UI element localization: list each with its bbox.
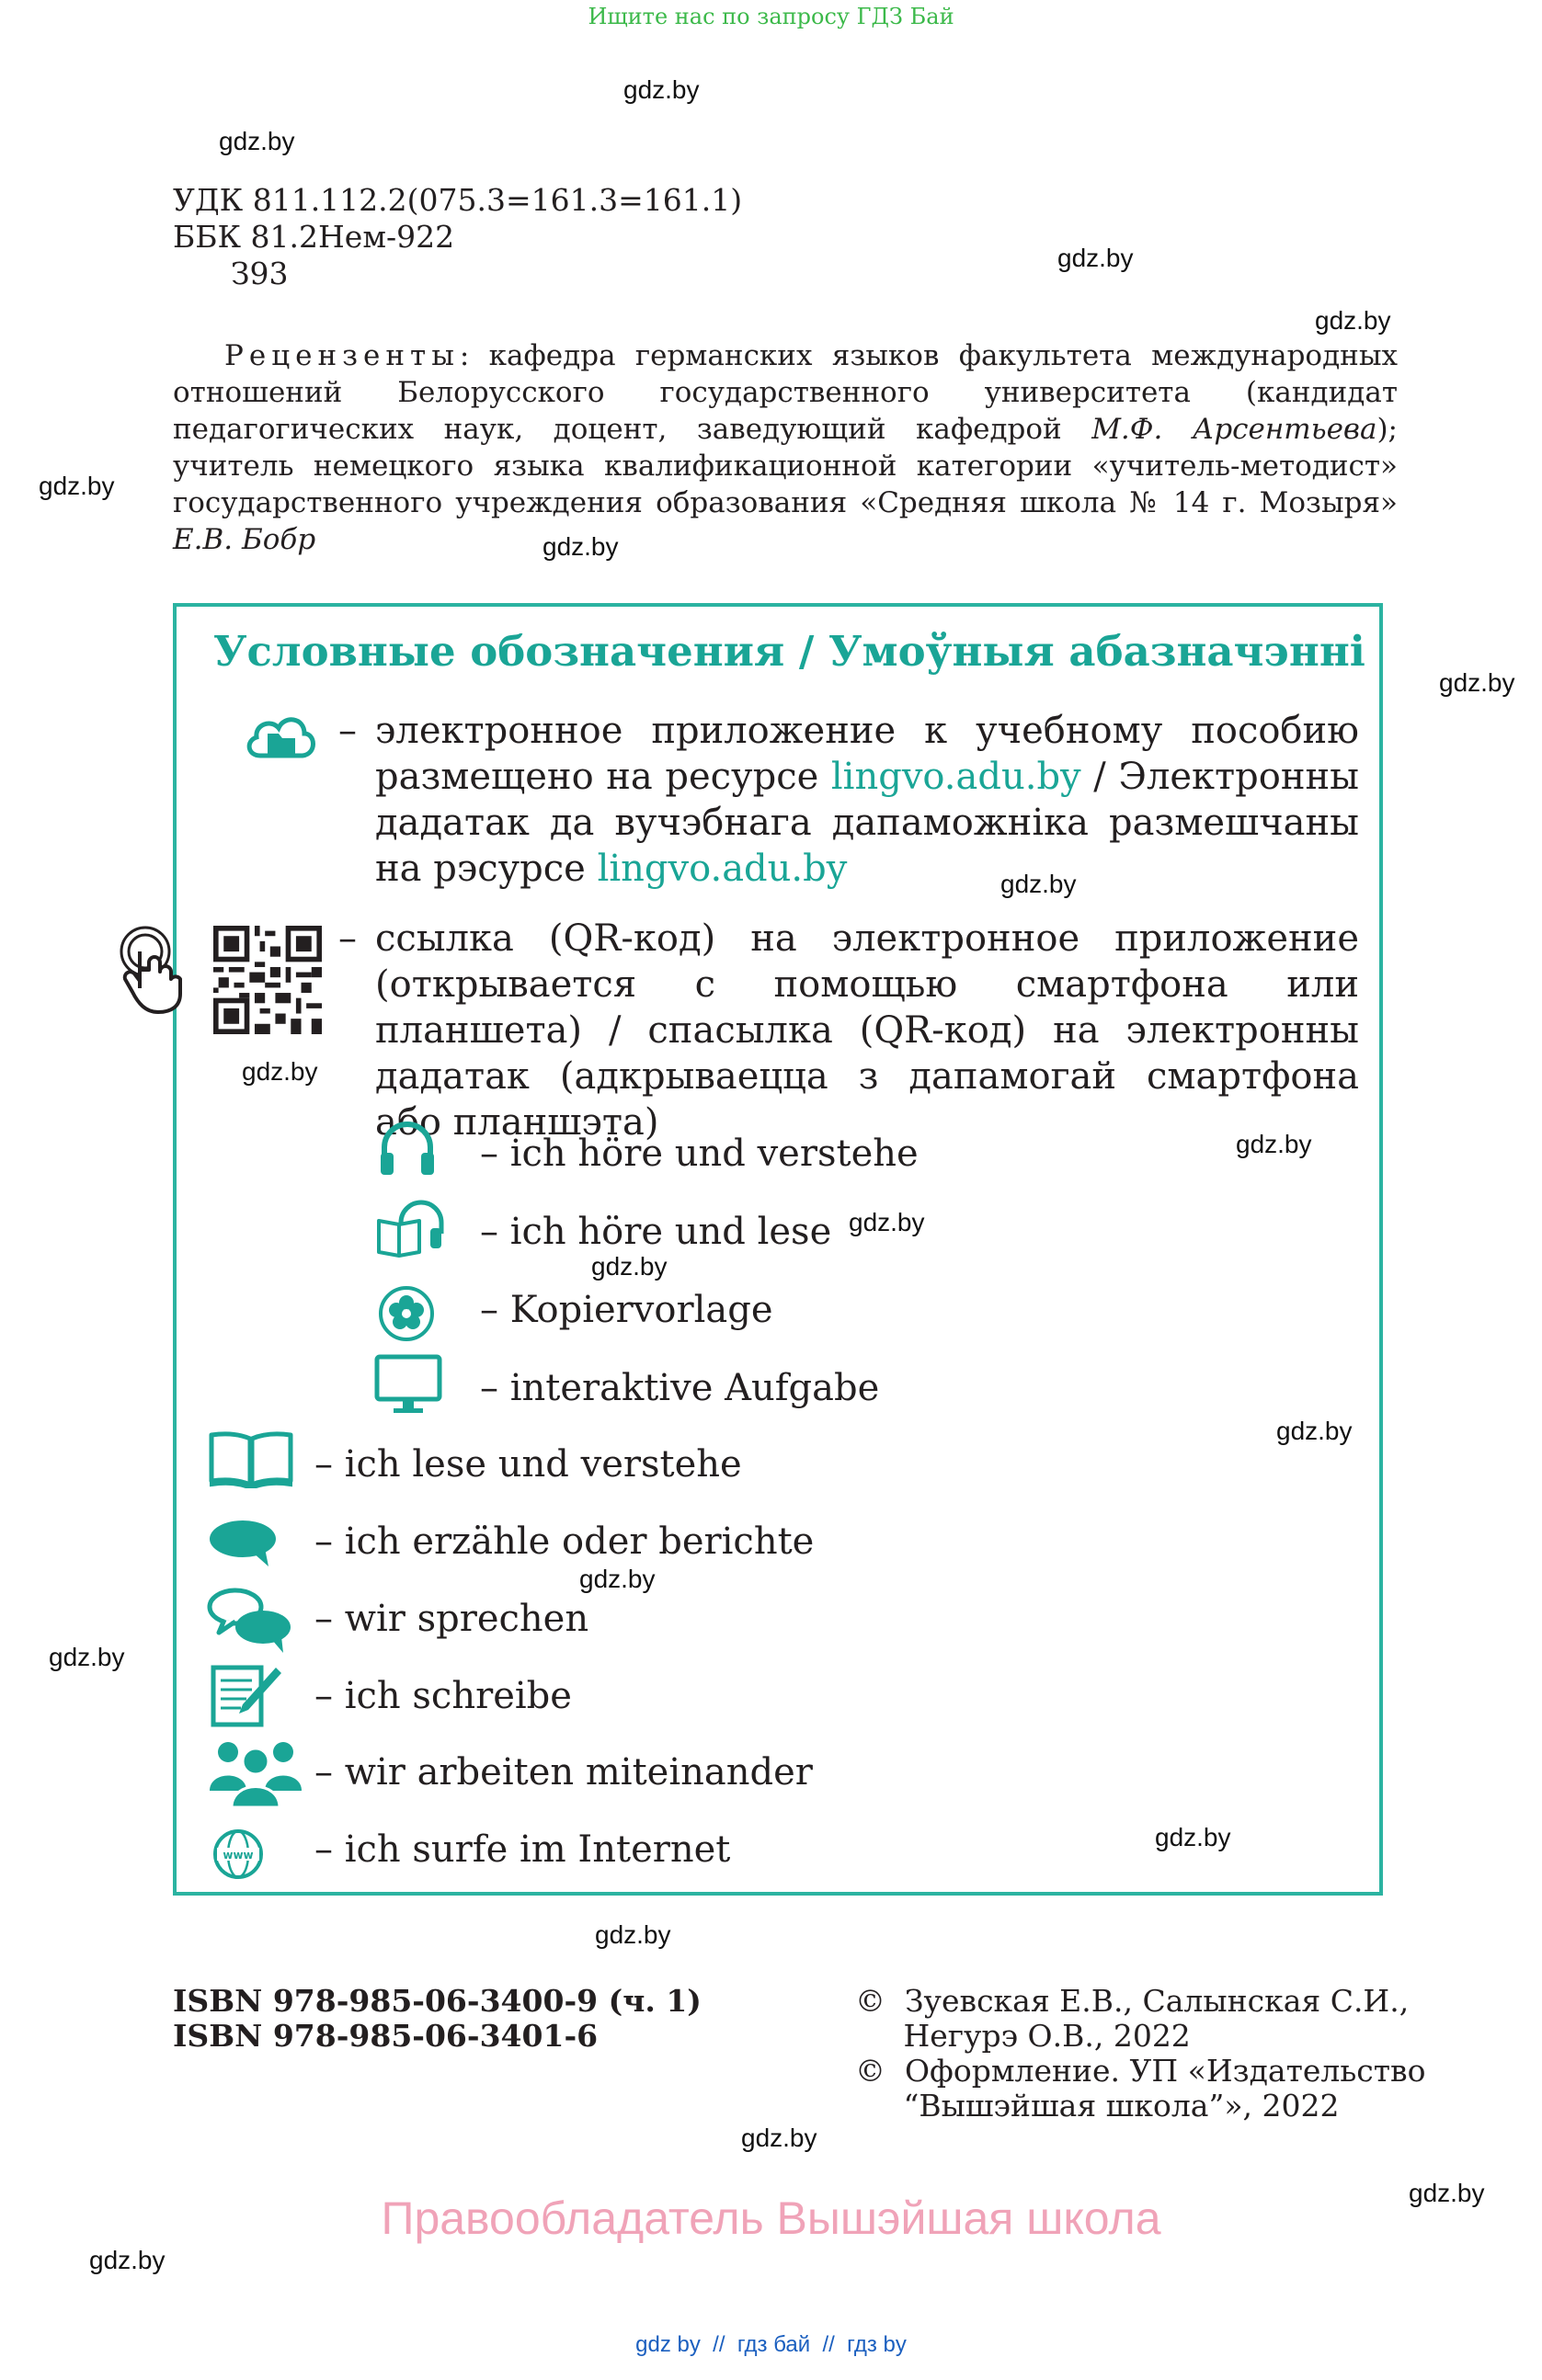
lingvo-link[interactable]: lingvo.adu.by xyxy=(830,756,1081,798)
monitor-icon xyxy=(373,1353,443,1416)
top-banner: Ищите нас по запросу ГДЗ Бай xyxy=(588,4,954,29)
legend-item-label: – ich erzähle oder berichte xyxy=(314,1520,815,1563)
watermark: gdz.by xyxy=(219,127,295,155)
watermark: gdz.by xyxy=(1236,1130,1312,1158)
legend-item-label: – ich lese und verstehe xyxy=(314,1443,742,1486)
watermark: gdz.by xyxy=(1000,870,1077,898)
watermark: gdz.by xyxy=(579,1565,656,1593)
copyright-line: © Оформление. УП «Издательство xyxy=(855,2053,1426,2089)
watermark: gdz.by xyxy=(1439,668,1515,697)
reviewer-name: Е.В. Бобр xyxy=(173,523,316,556)
watermark: gdz.by xyxy=(1315,306,1391,335)
legend-item-label: – ich schreibe xyxy=(314,1675,572,1717)
globe-www-icon xyxy=(211,1828,265,1881)
pointing-hand-icon xyxy=(118,924,184,1025)
reviewers-paragraph xyxy=(173,337,1398,558)
watermark: gdz.by xyxy=(849,1208,925,1236)
author-mark: З93 xyxy=(173,256,289,291)
book-headphones-icon xyxy=(375,1197,454,1261)
reviewers-text: : кафедра германских языков факультета международных отношений Белорусского государственного университета (кандидат педагогических наук, доцент, заведующий кафедрой xyxy=(173,339,1398,446)
qr-description: ссылка (QR-код) на электронное приложение (открывается с помощью смартфона или планшета) / спасылка (QR-код) на электронны дадатак (адкрываецца з дапамогай смартфона або планшэта) xyxy=(375,917,1359,1144)
cloud-description xyxy=(375,708,1359,892)
bottom-links[interactable]: gdz by // гдз бай // гдз by xyxy=(635,2332,907,2357)
bbk-line: ББК 81.2Нем-922 xyxy=(173,219,455,255)
reviewers-label: Рецензенты xyxy=(224,339,460,372)
watermark: gdz.by xyxy=(89,2246,166,2274)
legend-item-label: – ich höre und lese xyxy=(480,1211,832,1253)
isbn-line: ISBN 978-985-06-3400-9 (ч. 1) xyxy=(173,1983,702,2019)
reviewers-text: ); учитель немецкого языка квалификационной категории «учитель-методист» государственного учреждения образования «Средняя школа № 14 г. Мозыря» xyxy=(173,413,1398,519)
open-book-icon xyxy=(208,1429,294,1488)
watermark: gdz.by xyxy=(1276,1417,1353,1445)
cloud-dash: – xyxy=(338,710,357,752)
two-bubbles-icon xyxy=(206,1587,294,1657)
legend-item-label: – ich höre und verstehe xyxy=(480,1133,919,1175)
rights-holder: Правообладатель Вышэйшая школа xyxy=(381,2192,1161,2244)
svg-text:www: www xyxy=(223,1849,254,1862)
copyright-block xyxy=(855,1984,1426,2124)
group-people-icon xyxy=(208,1737,303,1807)
copyright-line: Негурэ О.В., 2022 xyxy=(855,2018,1191,2054)
qr-code-icon xyxy=(213,926,322,1034)
legend-title: Условные обозначения / Умоўныя абазначэнні xyxy=(213,627,1365,676)
watermark: gdz.by xyxy=(741,2124,817,2152)
udk-block xyxy=(173,182,742,292)
legend-item-label: – ich surfe im Internet xyxy=(314,1828,731,1871)
watermark: gdz.by xyxy=(1155,1823,1231,1851)
headphones-icon xyxy=(377,1120,438,1177)
watermark: gdz.by xyxy=(1409,2179,1485,2207)
watermark: gdz.by xyxy=(242,1057,318,1086)
isbn-line: ISBN 978-985-06-3401-6 xyxy=(173,2018,599,2054)
isbn-block xyxy=(173,1984,702,2054)
watermark: gdz.by xyxy=(591,1252,668,1281)
flower-icon xyxy=(377,1284,436,1343)
copyright-line: © Зуевская Е.В., Салынская С.И., xyxy=(855,1983,1410,2019)
notepad-pen-icon xyxy=(210,1662,283,1730)
watermark: gdz.by xyxy=(543,532,619,561)
cloud-folder-icon xyxy=(244,710,317,761)
watermark: gdz.by xyxy=(39,472,115,500)
watermark: gdz.by xyxy=(595,1920,671,1949)
udk-line: УДК 811.112.2(075.3=161.3=161.1) xyxy=(173,182,743,218)
qr-dash: – xyxy=(338,917,357,960)
copyright-line: “Вышэйшая школа”», 2022 xyxy=(855,2088,1340,2124)
legend-item-label: – interaktive Aufgabe xyxy=(480,1367,880,1409)
watermark: gdz.by xyxy=(623,75,700,104)
speech-bubble-icon xyxy=(208,1519,280,1568)
legend-item-label: – Kopiervorlage xyxy=(480,1289,773,1331)
watermark: gdz.by xyxy=(1057,244,1134,272)
reviewer-name: М.Ф. Арсентьева xyxy=(1091,413,1377,446)
cloud-text: электронное приложение к учебному пособию размещено на ресурсе xyxy=(375,710,1359,798)
legend-item-label: – wir sprechen xyxy=(314,1598,589,1640)
lingvo-link[interactable]: lingvo.adu.by xyxy=(597,848,848,890)
watermark: gdz.by xyxy=(49,1643,125,1671)
legend-item-label: – wir arbeiten miteinander xyxy=(314,1751,813,1794)
cloud-text: / Электронны дадатак да вучэбнага дапаможніка размешчаны на рэсурсе xyxy=(375,756,1359,890)
